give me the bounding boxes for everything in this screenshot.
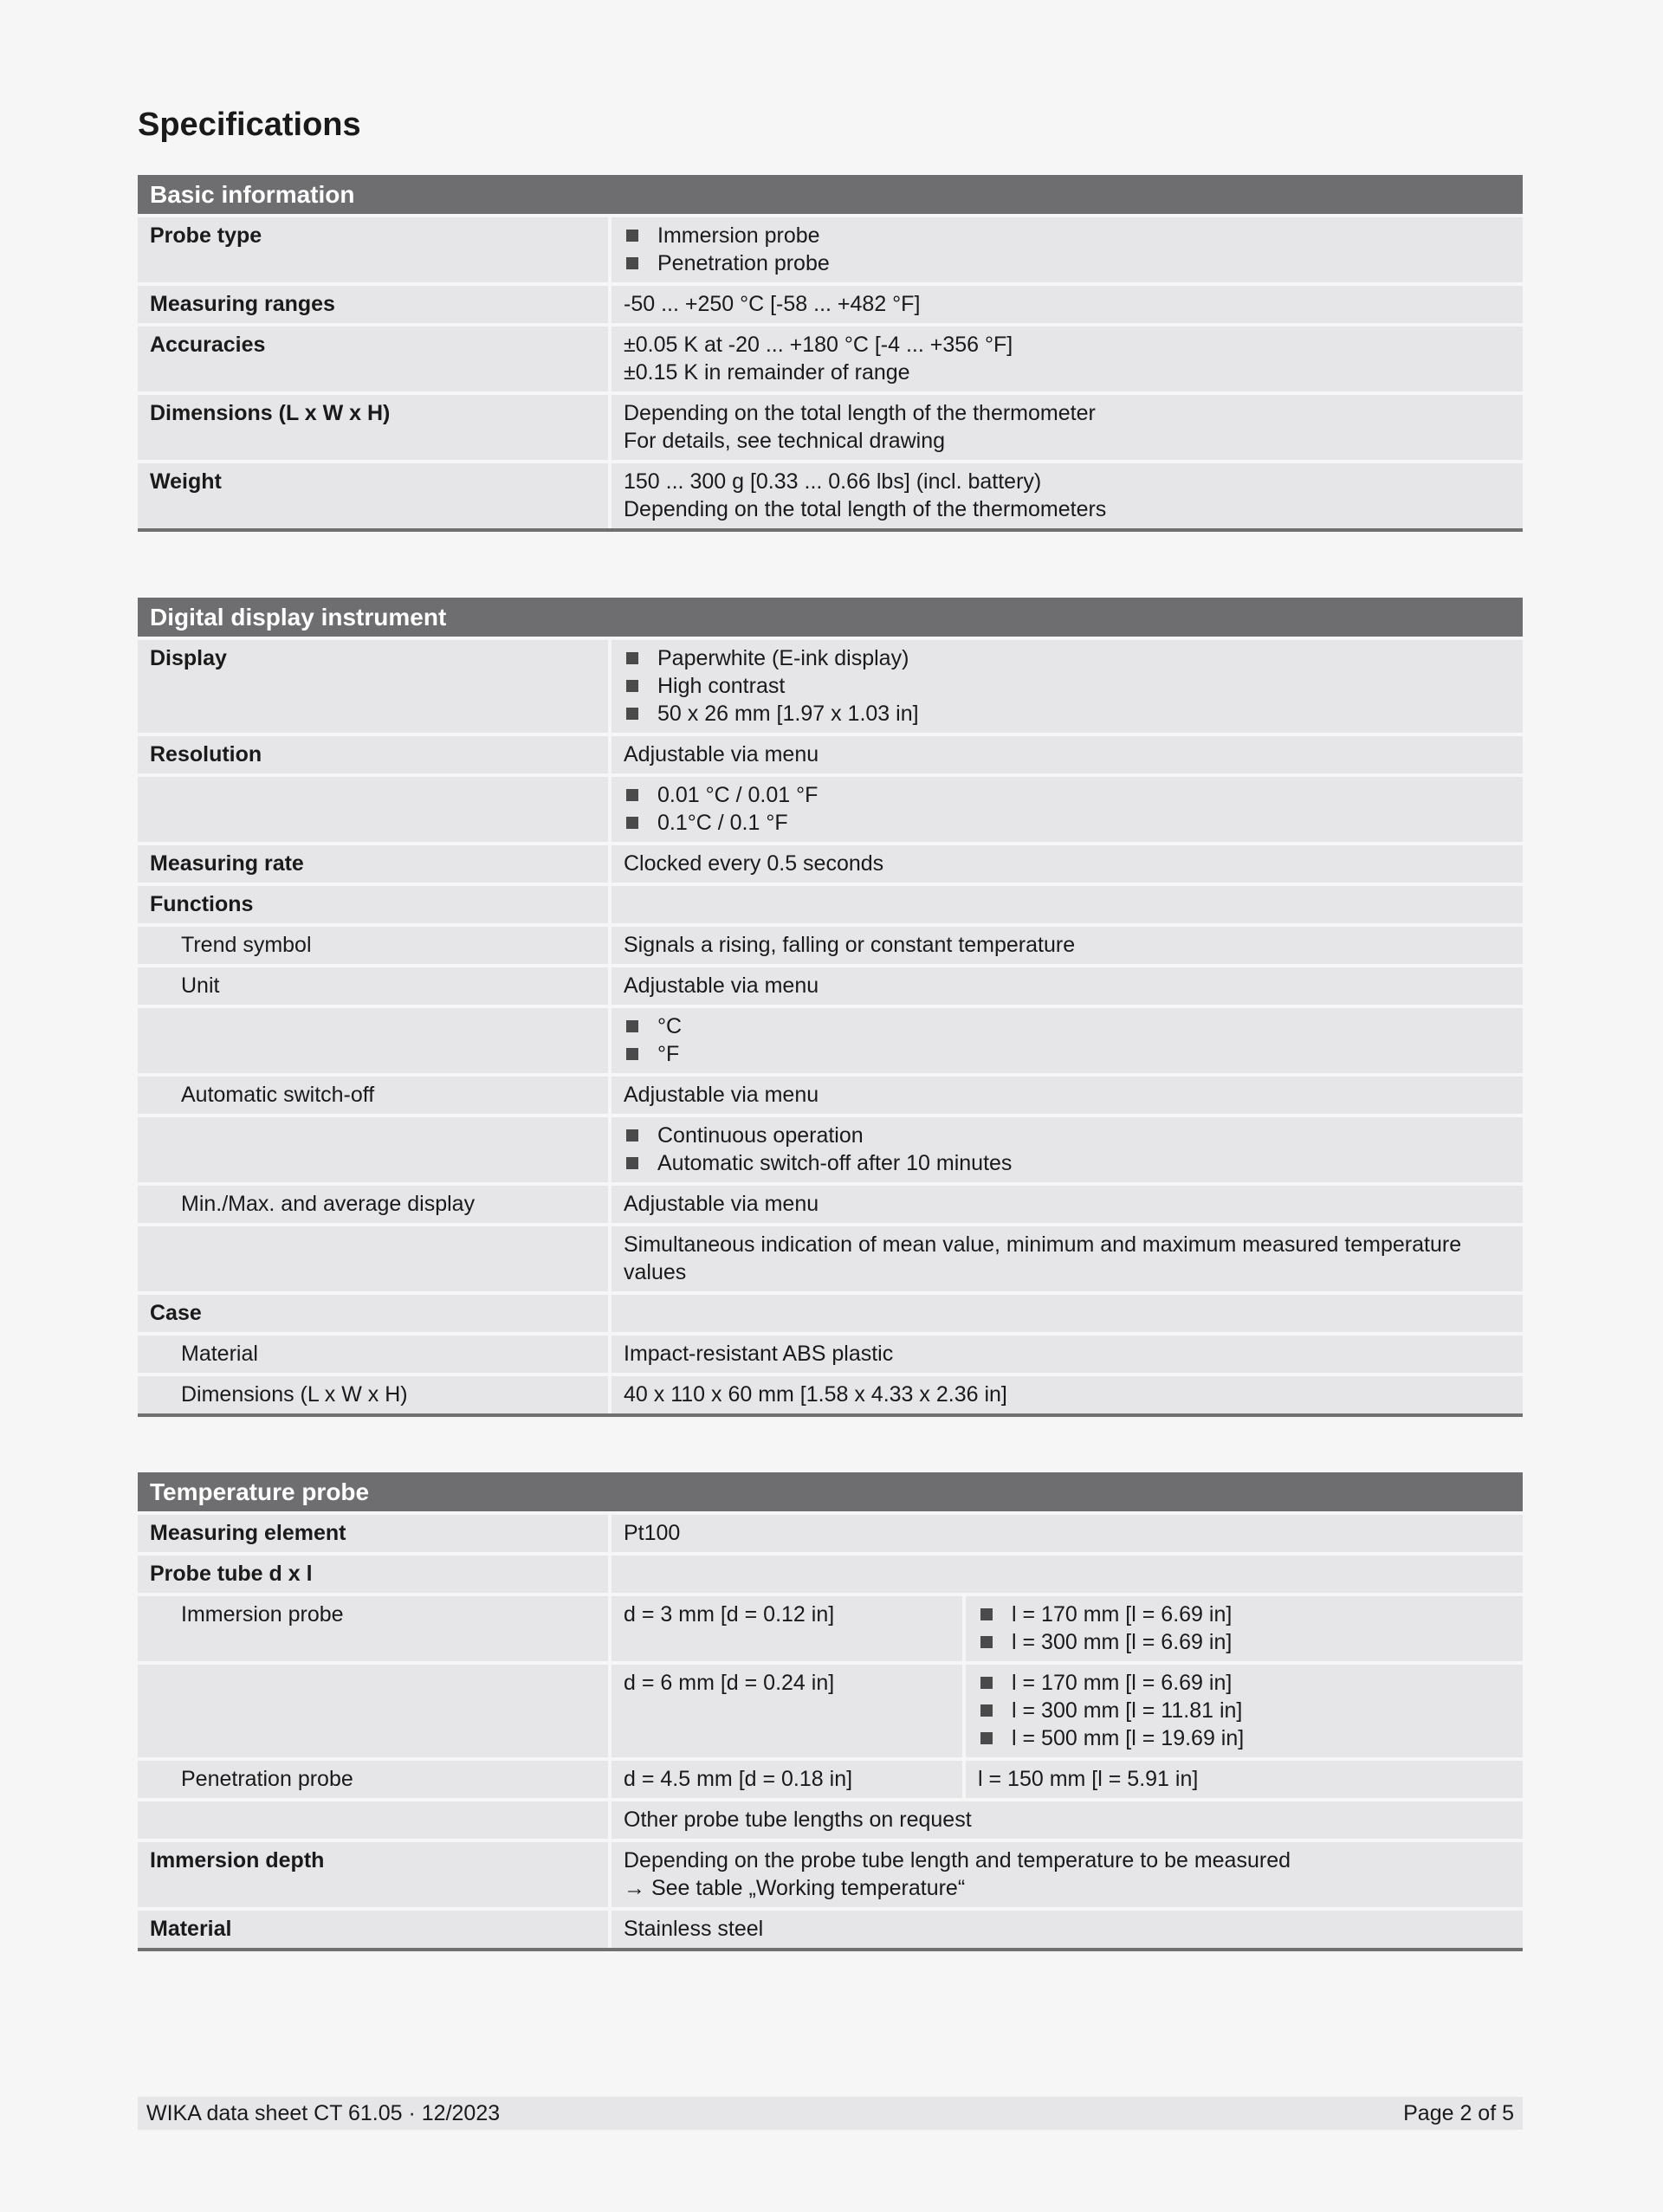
row-value: Signals a rising, falling or constant temperature bbox=[611, 927, 1523, 964]
row-value: l = 170 mm [l = 6.69 in] l = 300 mm [l = 6.69 in] bbox=[966, 1596, 1523, 1661]
square-bullet-icon bbox=[626, 680, 638, 692]
digital-display-table bbox=[138, 598, 1523, 1417]
square-bullet-icon bbox=[626, 652, 638, 664]
square-bullet-icon bbox=[980, 1732, 993, 1744]
row-label: Probe type bbox=[138, 217, 608, 282]
table-row bbox=[138, 1665, 1523, 1757]
row-value: Simultaneous indication of mean value, minimum and maximum measured temperature values bbox=[611, 1226, 1523, 1291]
table-row bbox=[138, 1556, 1523, 1593]
row-value: Immersion probe Penetration probe bbox=[611, 217, 1523, 282]
row-label: Unit bbox=[138, 967, 608, 1005]
row-value: d = 4.5 mm [d = 0.18 in] bbox=[611, 1761, 962, 1798]
table-row bbox=[138, 1336, 1523, 1373]
table-row bbox=[138, 1596, 1523, 1661]
row-value: Clocked every 0.5 seconds bbox=[611, 845, 1523, 883]
footer-document-id: WIKA data sheet CT 61.05 · 12/2023 bbox=[146, 2101, 501, 2125]
square-bullet-icon bbox=[980, 1608, 993, 1620]
row-value: Continuous operation Automatic switch-off after 10 minutes bbox=[611, 1117, 1523, 1182]
table-header: Digital display instrument bbox=[138, 598, 1523, 637]
row-value: °C °F bbox=[611, 1008, 1523, 1073]
square-bullet-icon bbox=[626, 789, 638, 801]
table-header: Temperature probe bbox=[138, 1472, 1523, 1511]
row-value: -50 ... +250 °C [-58 ... +482 °F] bbox=[611, 286, 1523, 323]
row-value: 40 x 110 x 60 mm [1.58 x 4.33 x 2.36 in] bbox=[611, 1376, 1523, 1413]
row-value: d = 6 mm [d = 0.24 in] bbox=[611, 1665, 962, 1757]
row-label-empty bbox=[138, 1117, 608, 1182]
row-value: l = 170 mm [l = 6.69 in] l = 300 mm [l = 11.81 in] l = 500 mm [l = 19.69 in] bbox=[966, 1665, 1523, 1757]
basic-information-table bbox=[138, 175, 1523, 532]
row-value: Pt100 bbox=[611, 1515, 1523, 1552]
row-label: Display bbox=[138, 640, 608, 733]
square-bullet-icon bbox=[626, 1020, 638, 1032]
row-label-empty bbox=[138, 1008, 608, 1073]
square-bullet-icon bbox=[626, 257, 638, 269]
table-row bbox=[138, 1077, 1523, 1114]
table-row bbox=[138, 1226, 1523, 1291]
table-row bbox=[138, 1376, 1523, 1413]
row-value: Depending on the probe tube length and temperature to be measured → See table „Working temperature“ bbox=[611, 1842, 1523, 1907]
row-label-empty bbox=[138, 1801, 608, 1839]
row-value: 150 ... 300 g [0.33 ... 0.66 lbs] (incl. battery) Depending on the total length of the thermometers bbox=[611, 463, 1523, 528]
row-value: Depending on the total length of the thermometer For details, see technical drawing bbox=[611, 395, 1523, 460]
table-row bbox=[138, 217, 1523, 282]
square-bullet-icon bbox=[626, 708, 638, 720]
row-label: Trend symbol bbox=[138, 927, 608, 964]
row-label: Min./Max. and average display bbox=[138, 1186, 608, 1223]
table-row bbox=[138, 1008, 1523, 1073]
row-label-empty bbox=[138, 1226, 608, 1291]
row-value: ±0.05 K at -20 ... +180 °C [-4 ... +356 °F] ±0.15 K in remainder of range bbox=[611, 327, 1523, 391]
row-value: d = 3 mm [d = 0.12 in] bbox=[611, 1596, 962, 1661]
table-row bbox=[138, 927, 1523, 964]
row-label: Case bbox=[138, 1295, 608, 1332]
row-value: Paperwhite (E-ink display) High contrast 50 x 26 mm [1.97 x 1.03 in] bbox=[611, 640, 1523, 733]
row-value-empty bbox=[611, 1295, 1523, 1332]
square-bullet-icon bbox=[626, 1048, 638, 1060]
row-value: Adjustable via menu bbox=[611, 1186, 1523, 1223]
table-row bbox=[138, 1911, 1523, 1948]
table-row bbox=[138, 1842, 1523, 1907]
row-label: Probe tube d x l bbox=[138, 1556, 608, 1593]
square-bullet-icon bbox=[626, 1157, 638, 1169]
row-label: Functions bbox=[138, 886, 608, 923]
row-value-empty bbox=[611, 1556, 1523, 1593]
row-label: Material bbox=[138, 1336, 608, 1373]
row-label-empty bbox=[138, 1665, 608, 1757]
square-bullet-icon bbox=[626, 230, 638, 242]
row-value: 0.01 °C / 0.01 °F 0.1°C / 0.1 °F bbox=[611, 777, 1523, 842]
table-row bbox=[138, 395, 1523, 460]
table-row bbox=[138, 967, 1523, 1005]
row-value: l = 150 mm [l = 5.91 in] bbox=[966, 1761, 1523, 1798]
square-bullet-icon bbox=[980, 1704, 993, 1717]
row-label: Measuring ranges bbox=[138, 286, 608, 323]
table-row bbox=[138, 1186, 1523, 1223]
table-row bbox=[138, 1761, 1523, 1798]
row-label: Dimensions (L x W x H) bbox=[138, 1376, 608, 1413]
row-value: Stainless steel bbox=[611, 1911, 1523, 1948]
square-bullet-icon bbox=[980, 1677, 993, 1689]
table-row bbox=[138, 886, 1523, 923]
table-row bbox=[138, 327, 1523, 391]
row-label: Accuracies bbox=[138, 327, 608, 391]
row-value-empty bbox=[611, 886, 1523, 923]
table-row bbox=[138, 1295, 1523, 1332]
row-value: Adjustable via menu bbox=[611, 736, 1523, 773]
square-bullet-icon bbox=[980, 1636, 993, 1648]
square-bullet-icon bbox=[626, 817, 638, 829]
table-row bbox=[138, 1801, 1523, 1839]
row-label: Measuring element bbox=[138, 1515, 608, 1552]
footer-page-number: Page 2 of 5 bbox=[1403, 2101, 1514, 2125]
row-label: Penetration probe bbox=[138, 1761, 608, 1798]
table-row bbox=[138, 736, 1523, 773]
row-label: Resolution bbox=[138, 736, 608, 773]
square-bullet-icon bbox=[626, 1129, 638, 1142]
row-label: Immersion probe bbox=[138, 1596, 608, 1661]
table-row bbox=[138, 777, 1523, 842]
row-value: Adjustable via menu bbox=[611, 1077, 1523, 1114]
row-value: Other probe tube lengths on request bbox=[611, 1801, 1523, 1839]
table-row bbox=[138, 1515, 1523, 1552]
row-label: Weight bbox=[138, 463, 608, 528]
page-title: Specifications bbox=[138, 107, 361, 143]
row-label: Automatic switch-off bbox=[138, 1077, 608, 1114]
table-row bbox=[138, 845, 1523, 883]
row-label: Material bbox=[138, 1911, 608, 1948]
table-row bbox=[138, 463, 1523, 528]
row-label: Measuring rate bbox=[138, 845, 608, 883]
temperature-probe-table bbox=[138, 1472, 1523, 1951]
row-label: Immersion depth bbox=[138, 1842, 608, 1907]
row-label-empty bbox=[138, 777, 608, 842]
row-value: Adjustable via menu bbox=[611, 967, 1523, 1005]
table-header: Basic information bbox=[138, 175, 1523, 214]
row-label: Dimensions (L x W x H) bbox=[138, 395, 608, 460]
page-footer bbox=[138, 2097, 1523, 2130]
row-value: Impact-resistant ABS plastic bbox=[611, 1336, 1523, 1373]
table-row bbox=[138, 640, 1523, 733]
table-row bbox=[138, 286, 1523, 323]
table-row bbox=[138, 1117, 1523, 1182]
